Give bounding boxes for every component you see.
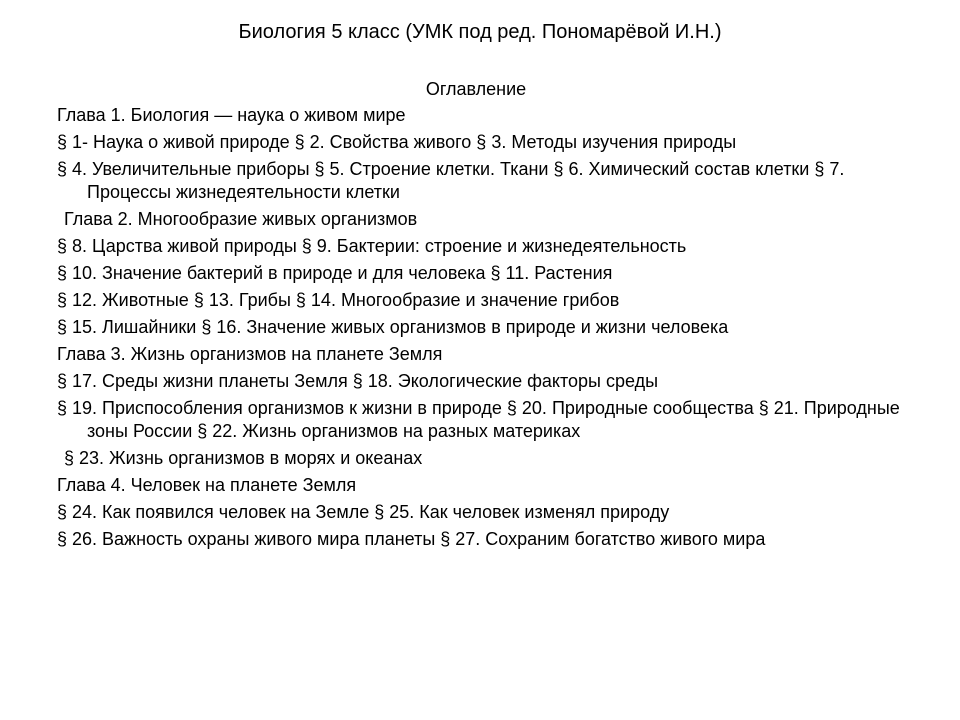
toc-entry-section-23: § 23. Жизнь организмов в морях и океанах (64, 448, 423, 468)
toc-entry-sections-1-3: § 1- Наука о живой природе § 2. Свойства живого § 3. Методы изучения природы (57, 132, 737, 152)
toc-entry-sections-15-16: § 15. Лишайники § 16. Значение живых организмов в природе и жизни человека (57, 317, 729, 337)
toc-chapter-2: Глава 2. Многообразие живых организмов (64, 209, 418, 229)
slide-title: Биология 5 класс (УМК под ред. Пономарёвой И.Н.) (238, 21, 722, 43)
toc-chapter-4: Глава 4. Человек на планете Земля (57, 475, 357, 495)
toc-chapter-3: Глава 3. Жизнь организмов на планете Земля (57, 344, 443, 364)
toc-entry-sections-17-18: § 17. Среды жизни планеты Земля § 18. Экологические факторы среды (57, 371, 659, 391)
toc-entry-sections-4-7: § 4. Увеличительные приборы § 5. Строение клетки. Ткани § 6. Химический состав клетки § 7. Процессы жизнедеятельности клетки (57, 159, 845, 202)
toc-entry-sections-19-22: § 19. Приспособления организмов к жизни в природе § 20. Природные сообщества § 21. Природные зоны России § 22. Жизнь организмов на разных материках (57, 398, 900, 441)
toc-entry-sections-10-11: § 10. Значение бактерий в природе и для человека § 11. Растения (57, 263, 613, 283)
toc-entry-sections-8-9: § 8. Царства живой природы § 9. Бактерии: строение и жизнедеятельность (57, 236, 687, 256)
toc-heading: Оглавление (425, 79, 527, 99)
toc-chapter-1: Глава 1. Биология — наука о живом мире (57, 105, 406, 125)
toc-entry-sections-26-27: § 26. Важность охраны живого мира планеты § 27. Сохраним богатство живого мира (57, 529, 766, 549)
table-of-contents (57, 104, 917, 555)
toc-entry-sections-24-25: § 24. Как появился человек на Земле § 25. Как человек изменял природу (57, 502, 670, 522)
toc-entry-sections-12-14: § 12. Животные § 13. Грибы § 14. Многообразие и значение грибов (57, 290, 620, 310)
